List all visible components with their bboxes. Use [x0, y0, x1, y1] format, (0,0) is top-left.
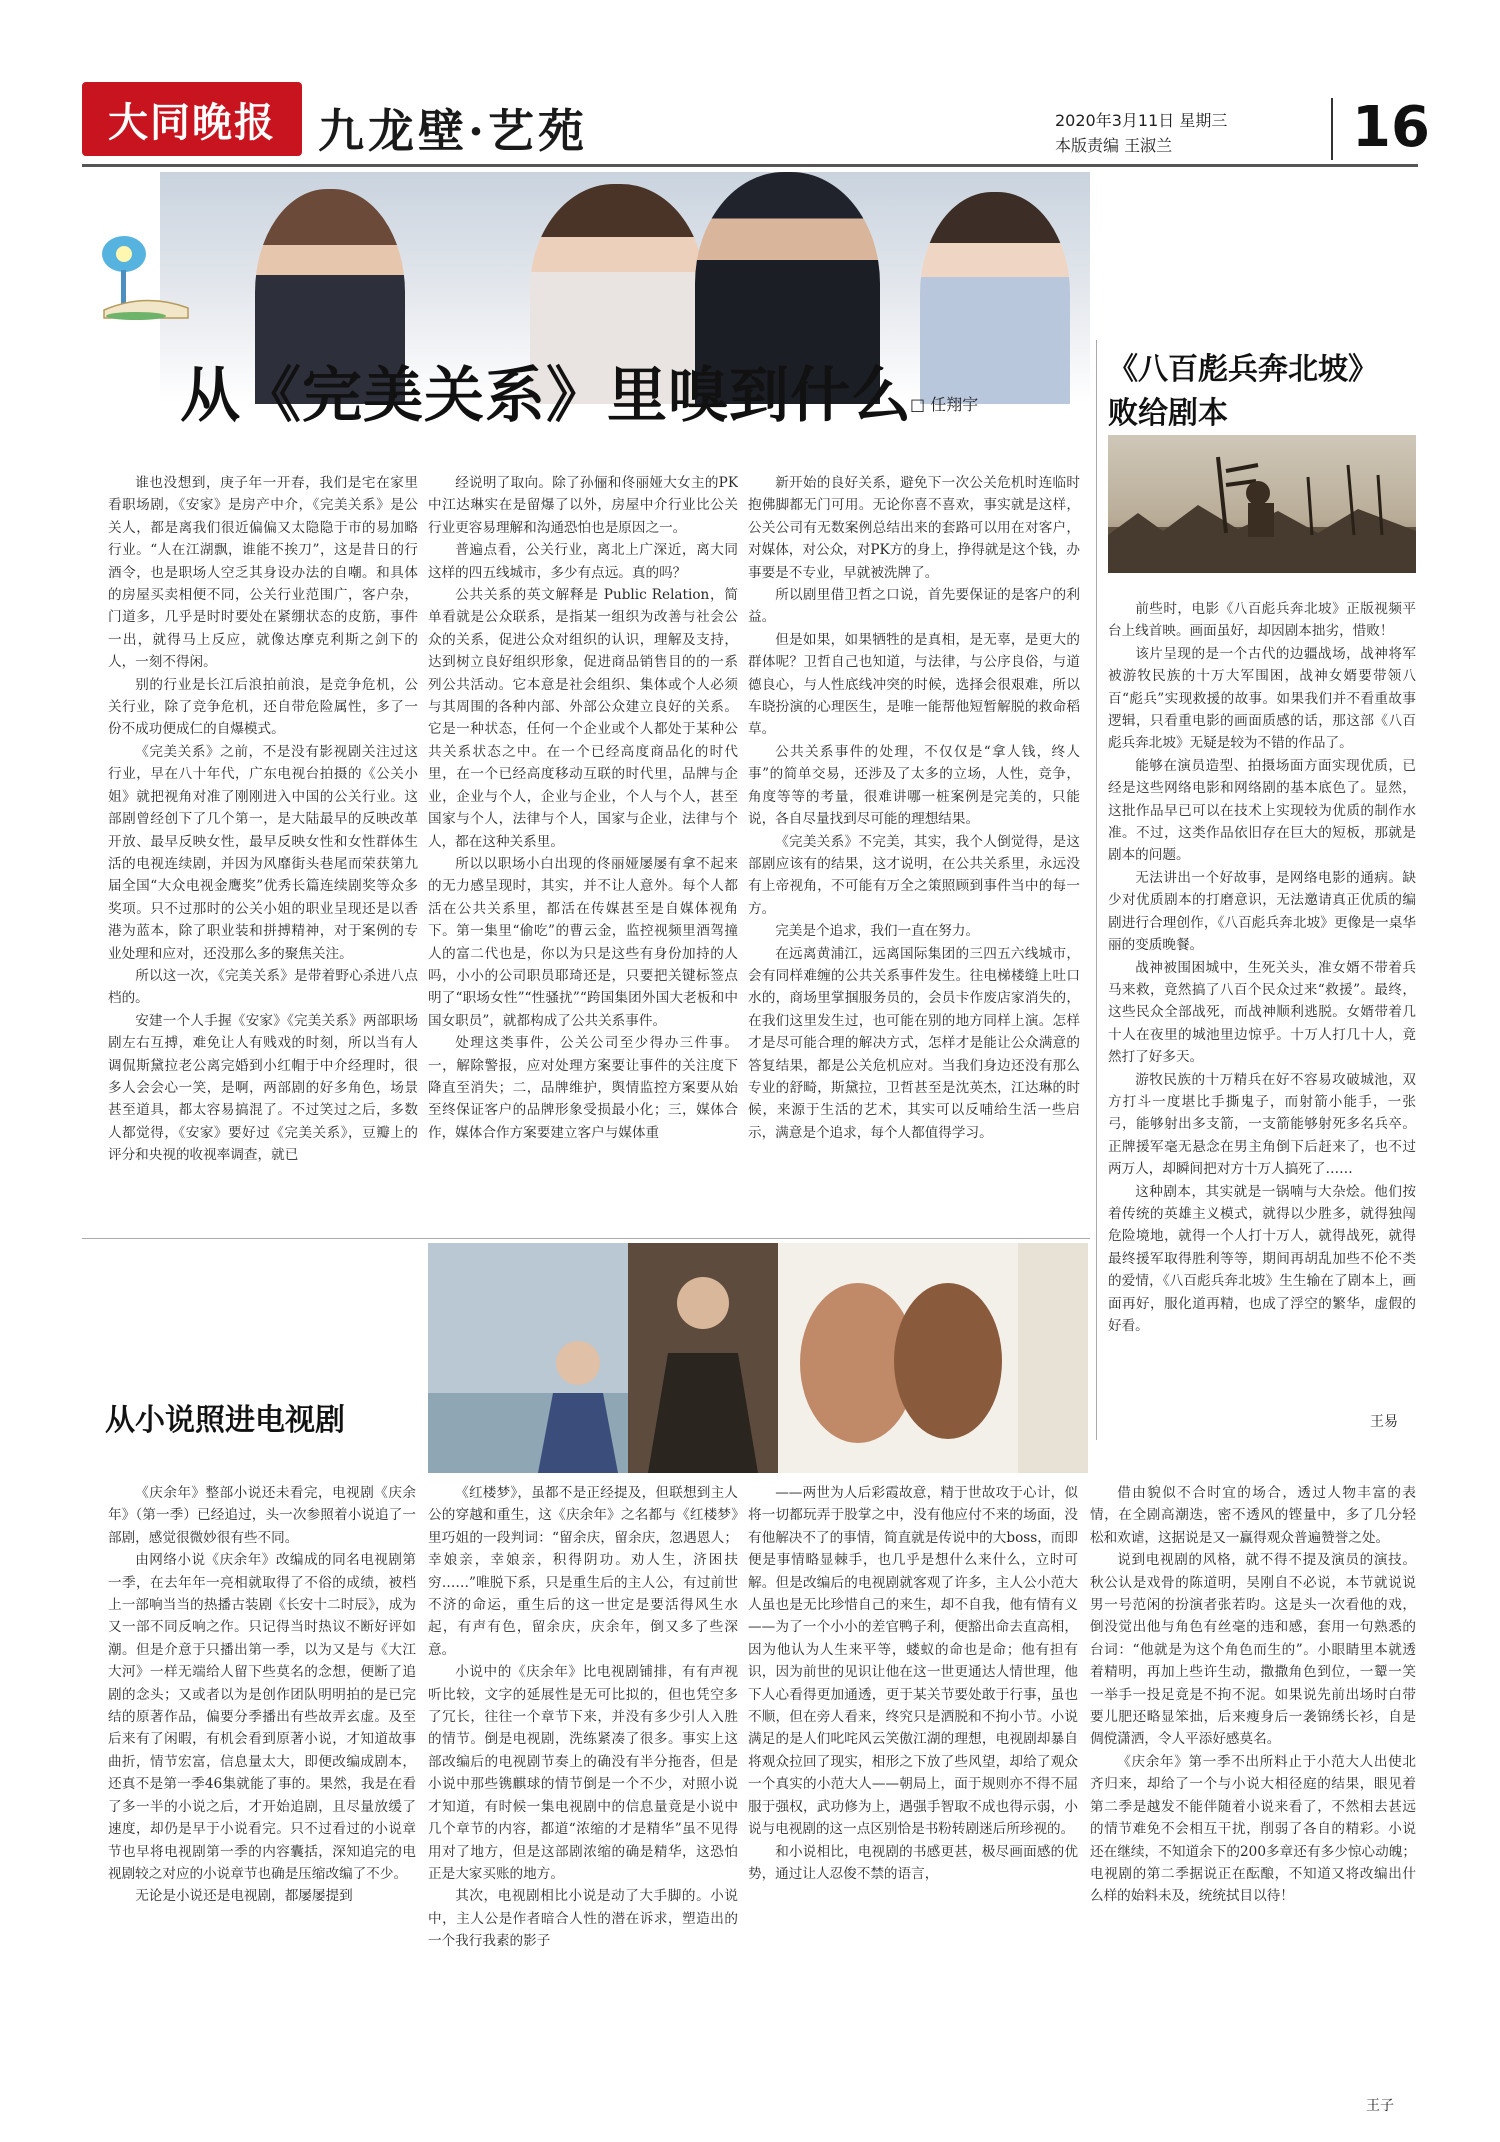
side-photo-battle	[1108, 435, 1416, 573]
paragraph: 其次，电视剧相比小说是动了大手脚的。小说中，主人公是作者暗合人性的潜在诉求，塑造出的一个我行我素的影子	[428, 1888, 738, 1950]
side-column	[1108, 598, 1416, 1406]
section-divider	[82, 1238, 1090, 1239]
paragraph: ——两世为人后彩霞故意，精于世故攻于心计，似将一切都玩弄于股掌之中，没有他应付不来的场面，没有他解决不了的事情，简直就是传说中的大boss，而即便是事情略显棘手，也几乎是想什么来什么，立时可解。但是改编后的电视剧就客观了许多，主人公小范大人虽也是无比珍惜自己的来生，却不自我，他有情有义——为了一个小小的差官鸭子利，便豁出命去直高相，因为他认为人生来平等，蝼蚁的命也是命；他有担有识，因为前世的见识让他在这一世更通达人情世理，他下人心看得更加通透，更于某关节要处敢于行事，虽也不顺，但在旁人看来，终究只是洒脱和不拘小节。小说满足的是人们叱咤风云笑傲江湖的理想，电视剧却暴自将观众拉回了现实，相形之下放了些风望，却给了观众一个真实的小范大人——朝局上，面于规则亦不得不屈服于强权，武功修为上，遇强手智取不成也得示弱，小说与电视剧的这一点区别恰是书粉转剧迷后所珍视的。	[748, 1485, 1078, 1838]
paragraph: 但是如果，如果牺牲的是真相，是无辜，是更大的群体呢？卫哲自己也知道，与法律，与公序良俗，与道德良心，与人性底线冲突的时候，选择会很艰难，所以车晓扮演的心理医生，是唯一能帮他短暂解脱的救命稻草。	[748, 631, 1080, 738]
lead-column-1	[108, 472, 418, 1234]
paragraph: 新开始的良好关系，避免下一次公关危机时连临时抱佛脚都无门可用。无论你喜不喜欢，事实就是这样，公关公司有无数案例总结出来的套路可以用在对客户，对媒体，对公众，对PK方的身上，挣得就是这个钱，办事要是不专业，早就被洗牌了。	[748, 475, 1080, 581]
paragraph: 和小说相比，电视剧的书感更甚，极尽画面感的优势，通过让人忍俊不禁的语言，	[748, 1843, 1078, 1882]
column-divider	[1096, 340, 1097, 1440]
paragraph: 《完美关系》之前，不是没有影视剧关注过这行业，早在八十年代，广东电视台拍摄的《公关小姐》就把视角对准了刚刚进入中国的公关行业。这部剧曾经创下了几个第一，是大陆最早的反映改革开放、最早反映女性，最早反映女性和女性群体生活的电视连续剧，并因为风靡街头巷尾而荣获第九届全国“大众电视金鹰奖”优秀长篇连续剧奖等众多奖项。只不过那时的公关小姐的职业呈现还是以香港为蓝本，除了职业装和拼搏精神，对于案例的专业处理和应对，还没那么多的聚焦关注。	[108, 743, 418, 962]
lead-column-3	[748, 472, 1080, 1234]
masthead-separator	[1331, 98, 1333, 160]
paragraph: 无法讲出一个好故事，是网络电影的通病。缺少对优质剧本的打磨意识，无法邀请真正优质的编剧进行合理创作，《八百彪兵奔北坡》更像是一桌华丽的变质晚餐。	[1108, 869, 1416, 954]
masthead-rule	[82, 164, 1418, 167]
side-headline-line-1: 《八百彪兵奔北坡》	[1108, 352, 1378, 387]
issue-date: 2020年3月11日 星期三	[1055, 111, 1228, 130]
side-headline-line-2: 败给剧本	[1108, 396, 1228, 431]
second-column-1	[108, 1482, 416, 2092]
paragraph: 谁也没想到，庚子年一开春，我们是宅在家里看职场剧，《安家》是房产中介，《完美关系》是公关人，都是离我们很近偏偏又太隐隐于市的易加略行业。“人在江湖飘，谁能不挨刀”，这是昔日的行酒令，也是职场人空乏其身设办法的自嘲。和具体的房屋买卖相便不同，公关行业范围广，客户杂，门道多，几乎是时时要处在紧绷状态的皮筋，事件一出，就得马上反应，就像达摩克利斯之剑下的人，一刻不得闲。	[108, 475, 418, 671]
lead-headline: 从《完美关系》里嗅到什么	[180, 361, 912, 431]
second-column-4	[1090, 1482, 1416, 2092]
drama-stills-icon	[428, 1243, 1088, 1473]
second-signature: 王子	[1366, 2098, 1394, 2114]
paragraph: 《红楼梦》，虽都不是正经提及，但联想到主人公的穿越和重生，这《庆余年》之名都与《红楼梦》里巧姐的一段判词：“留余庆，留余庆，忽遇恩人；幸娘亲，幸娘亲，积得阴功。劝人生，济困扶穷……”唯脱下系，只是重生后的主人公，有过前世不济的命运，重生后的这一世定是要活得风生水起，有声有色，留余庆，庆余年，倒又多了些深意。	[428, 1485, 738, 1658]
paragraph: 在远离黄浦江，远离国际集团的三四五六线城市，会有同样难缠的公共关系事件发生。往电梯楼缝上吐口水的，商场里掌掴服务员的，会员卡作废店家消失的，在我们这里发生过，也可能在别的地方同样上演。怎样才是尽可能合理的解决方式，怎样才是能让公众满意的答复结果，都是公关危机应对。当我们身边还没有那么专业的舒畸，斯黛拉，卫哲甚至是沈英杰，江达琳的时候，来源于生活的艺术，其实可以反哺给生活一些启示，满意是个追求，每个人都值得学习。	[748, 945, 1080, 1141]
page-editor: 本版责编 王淑兰	[1055, 136, 1173, 155]
paragraph: 所以以职场小白出现的佟丽娅屡屡有拿不起来的无力感呈现时，其实，并不让人意外。每个人都活在公共关系里，都活在传媒甚至是自媒体视角下。第一集里“偷吃”的曹云金，监控视频里酒驾撞人的富二代也是，你以为只是这些有身份加持的人吗，小小的公司职员耶琦还是，只要把关键标签点明了“职场女性”“性骚扰”“跨国集团外国大老板和中国女职员”，就都构成了公共关系事件。	[428, 855, 738, 1029]
paragraph: 公共关系事件的处理，不仅仅是“拿人钱，终人事”的简单交易，还涉及了太多的立场，人性，竞争，角度等等的考量，很难讲哪一桩案例是完美的，只能说，各自尽量找到尽可能的理想结果。	[748, 743, 1080, 828]
second-column-2	[428, 1482, 738, 2092]
paragraph: 《庆余年》第一季不出所料止于小范大人出使北齐归来，却给了一个与小说大相径庭的结果，眼见着第二季是越发不能伴随着小说来看了，不然相去甚远的情节难免不会相互干扰，削弱了各自的精彩。小说还在继续，不知道余下的200多章还有多少惊心动魄；电视剧的第二季据说正在酝酿，不知道又将改编出什么样的始料未及，统统拭目以待！	[1090, 1753, 1416, 1905]
paragraph: 处理这类事件，公关公司至少得办三件事。一，解除警报，应对处理方案要让事件的关注度下降直至消失；二，品牌维护，舆情监控方案要从始至终保证客户的品牌形象受损最小化；三，媒体合作，媒体合作方案要建立客户与媒体重	[428, 1035, 738, 1141]
paragraph: 所以这一次，《完美关系》是带着野心杀进八点档的。	[108, 967, 418, 1007]
paragraph: 公共关系的英文解释是 Public Relation，简单看就是公众联系，是指某一组织为改善与社会公众的关系，促进公众对组织的认识，理解及支持，达到树立良好组织形象，促进商品销售目的的一系列公共活动。它本意是社会组织、集体或个人必须与其周围的各种内部、外部公众建立良好的关系。它是一种状态，任何一个企业或个人都处于某种公共关系状态之中。在一个已经高度商品化的时代里，在一个已经高度移动互联的时代里，品牌与企业，企业与个人，企业与企业，个人与个人，甚至国家与个人，法律与个人，国家与企业，法律与个人，都在这种关系里。	[428, 587, 738, 850]
second-column-3	[748, 1482, 1078, 2092]
lead-byline: □ 任翔宇	[910, 395, 979, 414]
newspaper-logo: 大同晚报	[82, 82, 302, 156]
paragraph: 战神被围困城中，生死关头，准女婿不带着兵马来救，竟然搞了八百个民众过来“救援”。最终，这些民众全部战死，而战神顺利逃脱。女婿带着几十人在夜里的城池里边惊乎。十万人打几十人，竟然打了好多天。	[1108, 959, 1416, 1066]
paragraph: 前些时，电影《八百彪兵奔北坡》正版视频平台上线首映。画面虽好，却因剧本拙劣，惜败！	[1108, 601, 1416, 640]
paragraph: 游牧民族的十万精兵在好不容易攻破城池，双方打斗一度堪比手撕鬼子，而射箭小能手，一张弓，能够射出多支箭，一支箭能够射死多名兵卒。正牌援军毫无悬念在男主角倒下后赶来了，也不过两万人，却瞬间把对方十万人搞死了……	[1108, 1071, 1416, 1178]
second-photo-drama	[428, 1243, 1088, 1473]
paragraph: 别的行业是长江后浪拍前浪，是竞争危机，公关行业，除了竞争危机，还自带危险属性，多了一份不成功便成仁的自爆模式。	[108, 676, 418, 738]
paragraph: 完美是个追求，我们一直在努力。	[775, 923, 980, 940]
paragraph: 普遍点看，公关行业，离北上广深近，离大同这样的四五线城市，多少有点远。真的吗？	[428, 542, 738, 581]
paragraph: 由网络小说《庆余年》改编成的同名电视剧第一季，在去年年一亮相就取得了不俗的成绩，被档上一部响当当的热播古装剧《长安十二时辰》，成为又一部不同反响之作。只记得当时热议不断好评如潮。但是介意于只播出第一季，以为又是与《大江大河》一样无端给人留下些莫名的念想，便断了追剧的念头；又或者以为是创作团队明明拍的是已完结的原著作品，偏要分季播出有些故弄玄虚。及至后来有了闲暇，有机会看到原著小说，才知道故事曲折，情节宏富，信息量太大，即便改编成剧本，还真不是第一季46集就能了事的。果然，我是在看了多一半的小说之后，才开始追剧，且尽量放缓了速度，却仍是早于小说看完。只不过看过的小说章节也早将电视剧第一季的内容囊括，深知追完的电视剧较之对应的小说章节也确是压缩改编了不少。	[108, 1552, 416, 1882]
paragraph: 小说中的《庆余年》比电视剧铺排，有有声视听比较，文字的延展性是无可比拟的，但也凭空多了冗长，往往一个章节下来，并没有多少引人入胜的情节。倒是电视剧，洗练紧凑了很多。事实上这部改编后的电视剧节奏上的确没有半分拖沓，但是小说中那些镌麒球的情节倒是一个不少，对照小说才知道，有时候一集电视剧中的信息量竟是小说中几个章节的内容，都道“浓缩的才是精华”虽不见得用对了地方，但是这部剧浓缩的确是精华，这恐怕正是大家买账的地方。	[428, 1664, 738, 1882]
page-number: 16	[1352, 95, 1430, 160]
paragraph: 安建一个人手握《安家》《完美关系》两部职场剧左右互搏，难免让人有贱戏的时刻，所以当有人调侃斯黛拉老公离完婚到小红帽于中介经理时，很多人会会心一笑，是啊，两部剧的好多角色，场景甚至道具，都太容易搞混了。不过笑过之后，多数人都觉得，《安家》要好过《完美关系》，豆瓣上的评分和央视的收视率调查，就已	[108, 1012, 418, 1164]
paragraph: 无论是小说还是电视剧，都屡屡提到	[135, 1888, 353, 1905]
lead-column-2	[428, 472, 738, 1234]
paragraph: 《庆余年》整部小说还未看完，电视剧《庆余年》（第一季）已经追过，头一次参照着小说追了一部剧，感觉很微妙很有些不同。	[108, 1485, 416, 1546]
battle-scene-icon	[1108, 435, 1416, 573]
side-headline	[1108, 348, 1378, 436]
second-headline: 从小说照进电视剧	[105, 1403, 345, 1438]
paragraph: 《完美关系》不完美，其实，我个人倒觉得，是这部剧应该有的结果，这才说明，在公共关系里，永远没有上帝视角，不可能有万全之策照顾到事件当中的每一方。	[748, 833, 1080, 917]
paragraph: 说到电视剧的风格，就不得不提及演员的演技。秋公认是戏骨的陈道明，吴刚自不必说，本节就说说男一号范闲的扮演者张若昀。这是头一次看他的戏，倒没觉出他与角色有丝毫的违和感，套用一句熟悉的台词：“他就是为这个角色而生的”。小眼睛里本就透着精明，再加上些许生动，撒撒角色到位，一颦一笑一举手一投足竟是不拘不泥。如果说先前出场时白带要儿肥还略显笨拙，后来瘦身后一袭锦绣长衫，自是倜傥潇洒，令人平添好感莫名。	[1090, 1552, 1416, 1748]
paragraph: 借由貌似不合时宜的场合，透过人物丰富的表情，在全剧高潮迭，密不透风的铿量中，多了几分轻松和欢谑，这据说是又一赢得观众普遍赞誉之处。	[1090, 1485, 1416, 1546]
paragraph: 能够在演员造型、拍摄场面方面实现优质，已经是这些网络电影和网络剧的基本底色了。显然，这批作品早已可以在技术上实现较为优质的制作水准。不过，这类作品依旧存在巨大的短板，那就是剧本的问题。	[1108, 757, 1416, 864]
column-lamp-icon	[96, 232, 196, 324]
section-title: 九龙壁·艺苑	[318, 104, 589, 158]
paragraph: 这种剧本，其实就是一锅喃与大杂烩。他们按着传统的英雄主义模式，就得以少胜多，就得独闯危险境地，就得一个人打十万人，就得战死，就得最终援军取得胜利等等，期间再胡乱加些不伦不类的爱情，《八百彪兵奔北坡》生生输在了剧本上，画面再好，服化道再精，也成了浮空的繁华，虚假的好看。	[1108, 1183, 1416, 1334]
paragraph: 该片呈现的是一个古代的边疆战场，战神将军被游牧民族的十万大军围困，战神女婿要带领八百“彪兵”实现救援的故事。如果我们并不看重故事逻辑，只看重电影的画面质感的话，那这部《八百彪兵奔北坡》无疑是较为不错的作品了。	[1108, 645, 1416, 752]
side-signature: 王易	[1370, 1414, 1398, 1430]
paragraph: 所以剧里借卫哲之口说，首先要保证的是客户的利益。	[748, 587, 1080, 626]
paragraph: 经说明了取向。除了孙俪和佟丽娅大女主的PK中江达琳实在是留爆了以外，房屋中介行业比公关行业更容易理解和沟通恐怕也是原因之一。	[428, 475, 738, 536]
